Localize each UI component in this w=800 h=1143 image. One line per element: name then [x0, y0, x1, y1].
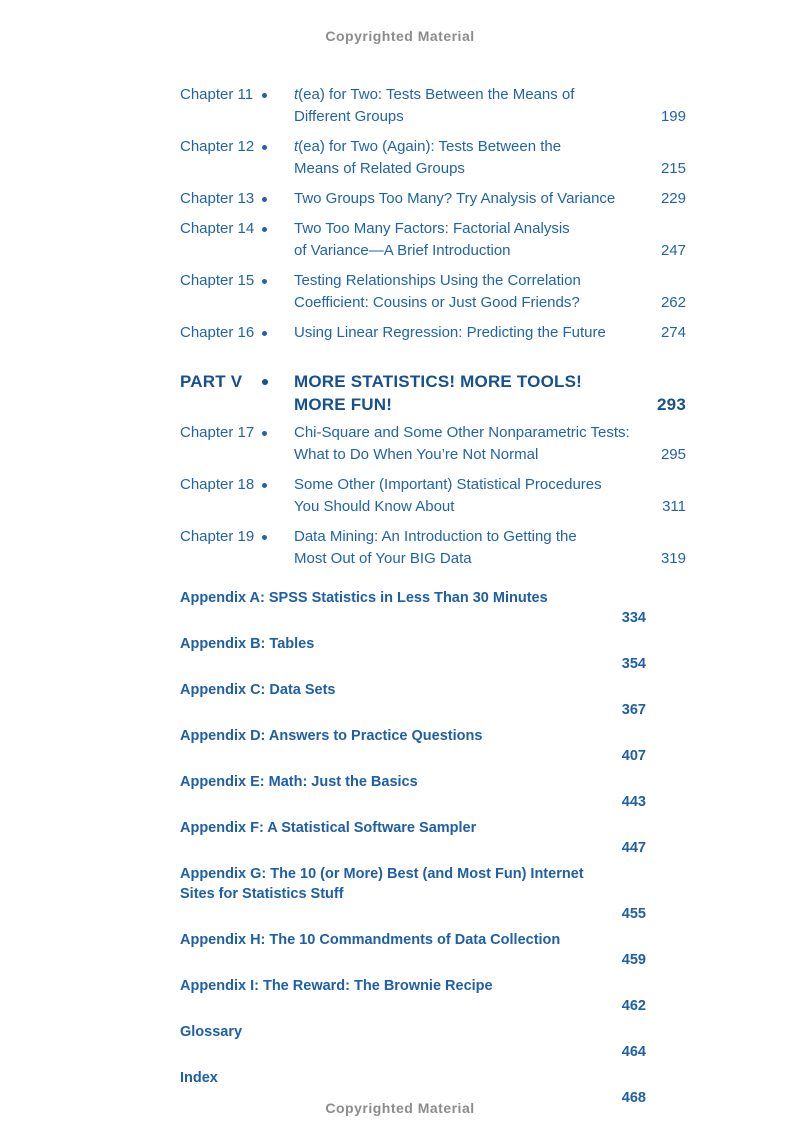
bullet-icon — [262, 270, 294, 284]
entry-title-line: Appendix G: The 10 (or More) Best (and Most Fun) Internet — [180, 866, 584, 882]
entry-title — [294, 84, 646, 128]
toc-back-matter-entry — [180, 864, 686, 924]
entry-title-line: Some Other (Important) Statistical Procedures — [294, 476, 602, 493]
page-number: 462 — [621, 998, 646, 1014]
toc-back-matter-entry — [180, 976, 686, 1016]
entry-title — [180, 680, 686, 700]
entry-title-line: Appendix E: Math: Just the Basics — [180, 774, 418, 790]
entry-title-line: Two Groups Too Many? Try Analysis of Variance — [294, 190, 616, 207]
entry-title — [294, 526, 646, 570]
entry-title-line: Glossary — [180, 1024, 243, 1040]
page-number: 274 — [660, 324, 686, 341]
entry-label: Chapter 17 — [180, 424, 255, 441]
entry-title-line: Different Groups — [294, 108, 404, 125]
toc-chapter-entry — [180, 322, 686, 344]
page-number: 354 — [621, 656, 646, 672]
toc-back-matter-entry — [180, 726, 686, 766]
entry-label: Chapter 13 — [180, 190, 255, 207]
bullet-icon — [262, 422, 294, 436]
entry-title-line: Most Out of Your BIG Data — [294, 550, 472, 567]
entry-label: PART V — [180, 372, 243, 391]
entry-label: Chapter 14 — [180, 220, 255, 237]
page-number: 262 — [660, 294, 686, 311]
entry-title-line: of Variance—A Brief Introduction — [294, 242, 511, 259]
toc-chapter-entry — [180, 84, 686, 128]
entry-title-line: Sites for Statistics Stuff — [180, 886, 344, 902]
entry-title-line: Data Mining: An Introduction to Getting the — [294, 528, 577, 545]
entry-title — [180, 1068, 686, 1088]
page-number: 407 — [621, 748, 646, 764]
entry-title — [294, 136, 646, 180]
bullet-icon — [262, 84, 294, 98]
bullet-icon — [262, 136, 294, 150]
page-number: 367 — [621, 702, 646, 718]
entry-label: Chapter 19 — [180, 528, 255, 545]
toc-back-matter-entry — [180, 1022, 686, 1062]
toc-chapter-entry — [180, 188, 686, 210]
bullet-dot — [262, 279, 267, 284]
entry-title — [180, 588, 686, 608]
chapter-list-part4 — [180, 84, 686, 344]
entry-title — [294, 422, 646, 466]
toc-back-matter-entry — [180, 634, 686, 674]
page-number: 215 — [660, 160, 686, 177]
entry-title — [180, 726, 686, 746]
part-heading-section — [180, 370, 686, 416]
entry-title-line: Appendix I: The Reward: The Brownie Recipe — [180, 978, 493, 994]
page-number: 247 — [660, 242, 686, 259]
toc-chapter-entry — [180, 136, 686, 180]
bullet-dot — [262, 197, 267, 202]
entry-title-line: Appendix F: A Statistical Software Sampler — [180, 820, 477, 836]
entry-title-line: Appendix B: Tables — [180, 636, 315, 652]
entry-label: Chapter 16 — [180, 324, 255, 341]
chapter-list-part5 — [180, 422, 686, 570]
page-number: 311 — [662, 498, 686, 515]
entry-title-line: What to Do When You’re Not Normal — [294, 446, 539, 463]
entry-label: Chapter 11 — [180, 86, 254, 103]
page-number: 295 — [660, 446, 686, 463]
toc-chapter-entry — [180, 422, 686, 466]
page-number: 464 — [621, 1044, 646, 1060]
bullet-dot — [262, 431, 267, 436]
page-number: 199 — [660, 108, 686, 125]
entry-title-line: You Should Know About — [294, 498, 455, 515]
page-number: 319 — [660, 550, 686, 567]
entry-title — [180, 818, 686, 838]
entry-title-line: Appendix A: SPSS Statistics in Less Than 30 Minutes — [180, 590, 548, 606]
bullet-icon — [262, 526, 294, 540]
entry-title — [294, 218, 646, 262]
entry-title — [180, 864, 686, 904]
bullet-icon — [262, 218, 294, 232]
entry-title-line: Appendix H: The 10 Commandments of Data Collection — [180, 932, 561, 948]
entry-title-line: Testing Relationships Using the Correlation — [294, 272, 581, 289]
entry-title-line: Coefficient: Cousins or Just Good Friends? — [294, 294, 580, 311]
entry-title — [180, 634, 686, 654]
entry-title-line: t(ea) for Two (Again): Tests Between the — [294, 138, 562, 155]
toc-back-matter-entry — [180, 588, 686, 628]
bullet-icon — [262, 188, 294, 202]
entry-title-line: Using Linear Regression: Predicting the Future — [294, 324, 606, 341]
entry-title — [294, 270, 646, 314]
copyright-footer: Copyrighted Material — [325, 1100, 475, 1116]
entry-title-line: Index — [180, 1070, 218, 1086]
bullet-dot — [262, 227, 267, 232]
page-number: 459 — [621, 952, 646, 968]
copyright-header: Copyrighted Material — [325, 28, 475, 44]
page-number: 447 — [621, 840, 646, 856]
table-of-contents — [180, 84, 686, 1114]
page-number: 455 — [621, 906, 646, 922]
entry-title — [180, 772, 686, 792]
toc-back-matter-entry — [180, 930, 686, 970]
entry-title — [180, 976, 686, 996]
toc-back-matter-entry — [180, 680, 686, 720]
entry-label: Chapter 18 — [180, 476, 255, 493]
entry-title-line: t(ea) for Two: Tests Between the Means of — [294, 86, 575, 103]
page-number: 443 — [621, 794, 646, 810]
page-number: 334 — [621, 610, 646, 626]
bullet-dot — [262, 483, 267, 488]
bullet-dot — [262, 145, 267, 150]
entry-title — [294, 474, 646, 518]
page-number: 229 — [660, 190, 686, 207]
bullet-dot — [262, 379, 268, 385]
bullet-icon — [262, 474, 294, 488]
toc-back-matter-entry — [180, 818, 686, 858]
toc-chapter-entry — [180, 218, 686, 262]
bullet-icon — [262, 322, 294, 336]
entry-title-line: MORE STATISTICS! MORE TOOLS! — [294, 372, 582, 391]
bullet-dot — [262, 93, 267, 98]
entry-title-line: Appendix D: Answers to Practice Questions — [180, 728, 483, 744]
entry-title-line: Two Too Many Factors: Factorial Analysis — [294, 220, 570, 237]
entry-title — [294, 188, 646, 210]
toc-chapter-entry — [180, 270, 686, 314]
entry-label: Chapter 12 — [180, 138, 255, 155]
entry-title-line: Chi-Square and Some Other Nonparametric Tests: — [294, 424, 630, 441]
page-number: 468 — [621, 1090, 646, 1106]
entry-title-line: Means of Related Groups — [294, 160, 465, 177]
back-matter-list — [180, 588, 686, 1108]
entry-label: Chapter 15 — [180, 272, 255, 289]
entry-title — [294, 370, 646, 416]
toc-back-matter-entry — [180, 772, 686, 812]
toc-chapter-entry — [180, 474, 686, 518]
toc-chapter-entry — [180, 526, 686, 570]
entry-title — [180, 1022, 686, 1042]
entry-title — [294, 322, 646, 344]
toc-part-heading — [180, 370, 686, 416]
bullet-icon — [262, 370, 294, 385]
bullet-dot — [262, 535, 267, 540]
entry-title-line: Appendix C: Data Sets — [180, 682, 336, 698]
bullet-dot — [262, 331, 267, 336]
page-number: 293 — [657, 395, 686, 414]
entry-title-line: MORE FUN! — [294, 395, 393, 414]
entry-title — [180, 930, 686, 950]
